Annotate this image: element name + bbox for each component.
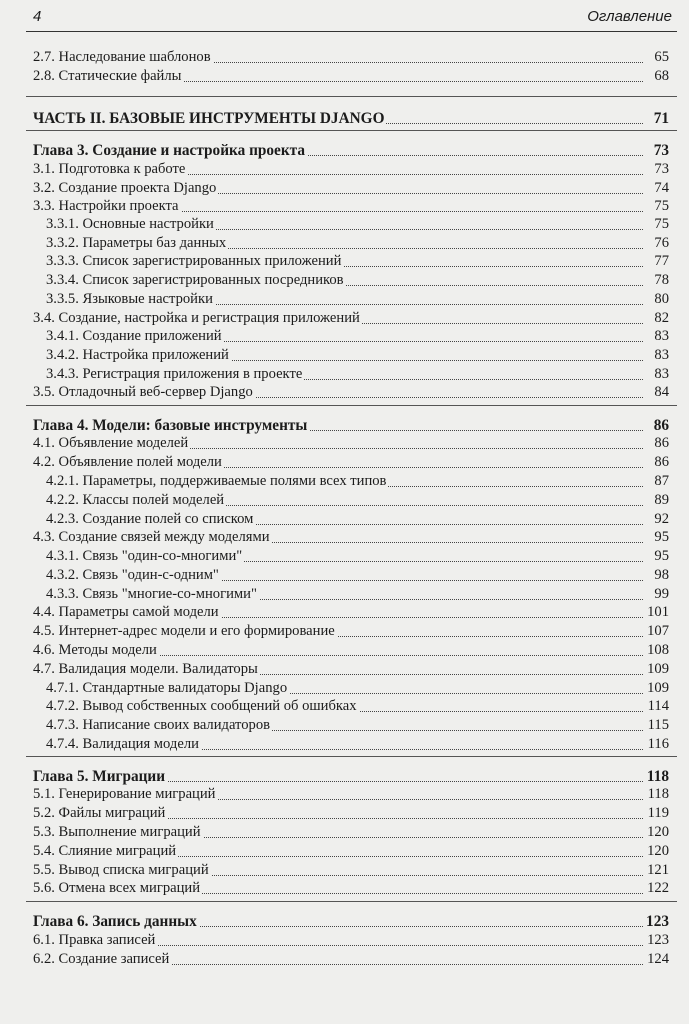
- toc-entry-title: 4.2.3. Создание полей со списком: [46, 511, 254, 527]
- section-rule: [26, 130, 677, 131]
- toc-entry-page: 78: [654, 272, 669, 288]
- toc-entry-title: 4.4. Параметры самой модели: [33, 604, 219, 620]
- toc-entry[interactable]: [0, 290, 689, 309]
- toc-entry-title: 5.5. Вывод списка миграций: [33, 862, 209, 878]
- toc-entry-page: 118: [647, 786, 669, 802]
- toc-entry-title: 4.7.4. Валидация модели: [46, 736, 199, 752]
- toc-entry-page: 83: [654, 347, 669, 363]
- page-number: 4: [33, 8, 42, 25]
- toc-entry-title: Глава 5. Миграции: [33, 768, 166, 785]
- toc-entry-title: 5.2. Файлы миграций: [33, 805, 166, 821]
- toc-entry-page: 120: [647, 824, 669, 840]
- toc-entry-title: 5.4. Слияние миграций: [33, 843, 177, 859]
- toc-entry-page: 83: [654, 328, 669, 344]
- toc-entry-title: 6.1. Правка записей: [33, 932, 156, 948]
- toc-entry-title: Глава 3. Создание и настройка проекта: [33, 142, 305, 159]
- toc-entry[interactable]: [0, 767, 689, 786]
- toc-entry-page: 87: [654, 473, 669, 489]
- toc-entry[interactable]: [0, 622, 689, 641]
- toc-entry-page: 75: [654, 198, 669, 214]
- toc-entry-title: 4.7.3. Написание своих валидаторов: [46, 717, 271, 733]
- toc-entry[interactable]: [0, 823, 689, 842]
- toc-entry-title: 3.4.2. Настройка приложений: [46, 347, 229, 363]
- toc-entry[interactable]: [0, 67, 689, 86]
- toc-entry-title: 4.3.1. Связь "один-со-многими": [46, 548, 243, 564]
- toc-entry-page: 95: [654, 529, 669, 545]
- toc-entry-page: 86: [654, 435, 669, 451]
- toc-entry-title: 4.3. Создание связей между моделями: [33, 529, 270, 545]
- section-rule: [26, 756, 677, 757]
- toc-entry-page: 114: [647, 698, 669, 714]
- toc-entry-title: 5.3. Выполнение миграций: [33, 824, 201, 840]
- toc-entry-title: 3.4. Создание, настройка и регистрация приложений: [33, 310, 360, 326]
- toc-entry[interactable]: [0, 716, 689, 735]
- toc-entry[interactable]: [0, 109, 689, 128]
- toc-entry[interactable]: [0, 660, 689, 679]
- toc-entry[interactable]: [0, 641, 689, 660]
- toc-entry[interactable]: [0, 950, 689, 969]
- toc-entry[interactable]: [0, 48, 689, 67]
- toc-entry-title: 3.2. Создание проекта Django: [33, 180, 217, 196]
- toc-entry-page: 109: [647, 661, 669, 677]
- toc-entry-page: 119: [647, 805, 669, 821]
- toc-entry-page: 101: [647, 604, 669, 620]
- toc-entry[interactable]: [0, 603, 689, 622]
- toc-entry-title: ЧАСТЬ II. БАЗОВЫЕ ИНСТРУМЕНТЫ DJANGO: [33, 110, 385, 127]
- toc-entry-page: 83: [654, 366, 669, 382]
- toc-entry-page: 86: [654, 454, 669, 470]
- toc-entry-page: 73: [653, 142, 669, 159]
- toc-entry-page: 74: [654, 180, 669, 196]
- toc-entry-title: 2.8. Статические файлы: [33, 68, 182, 84]
- toc-entry[interactable]: [0, 912, 689, 931]
- toc-entry-title: 6.2. Создание записей: [33, 951, 170, 967]
- section-rule: [26, 901, 677, 902]
- toc-entry-title: 4.2.2. Классы полей моделей: [46, 492, 225, 508]
- toc-entry-title: 4.6. Методы модели: [33, 642, 157, 658]
- toc-entry-title: 3.4.3. Регистрация приложения в проекте: [46, 366, 303, 382]
- toc-entry-page: 121: [647, 862, 669, 878]
- toc-entry[interactable]: [0, 215, 689, 234]
- toc-entry-title: 3.3.4. Список зарегистрированных посредников: [46, 272, 344, 288]
- toc-entry-page: 75: [654, 216, 669, 232]
- toc-entry-page: 95: [654, 548, 669, 564]
- toc-entry[interactable]: [0, 160, 689, 179]
- toc-entry-page: 76: [654, 235, 669, 251]
- toc-entry-page: 84: [654, 384, 669, 400]
- toc-entry[interactable]: [0, 252, 689, 271]
- toc-entry-title: 3.1. Подготовка к работе: [33, 161, 186, 177]
- toc-entry-title: Глава 6. Запись данных: [33, 913, 197, 930]
- toc-entry[interactable]: [0, 491, 689, 510]
- toc-entry[interactable]: [0, 365, 689, 384]
- toc-entry-title: 3.3.5. Языковые настройки: [46, 291, 213, 307]
- toc-entry-page: 115: [647, 717, 669, 733]
- toc-entry[interactable]: [0, 141, 689, 160]
- toc-entry-title: 4.7. Валидация модели. Валидаторы: [33, 661, 258, 677]
- toc-entry-title: 3.3.1. Основные настройки: [46, 216, 214, 232]
- toc-entry-title: 4.3.3. Связь "многие-со-многими": [46, 586, 257, 602]
- toc-entry-page: 82: [654, 310, 669, 326]
- toc-entry-title: 3.4.1. Создание приложений: [46, 328, 222, 344]
- toc-entry-page: 65: [654, 49, 669, 65]
- toc-entry-page: 120: [647, 843, 669, 859]
- toc-entry-page: 73: [654, 161, 669, 177]
- toc-entry[interactable]: [0, 842, 689, 861]
- toc-entry-title: 4.2.1. Параметры, поддерживаемые полями всех типов: [46, 473, 387, 489]
- toc-entry-page: 68: [654, 68, 669, 84]
- toc-entry[interactable]: [0, 271, 689, 290]
- toc-entry[interactable]: [0, 804, 689, 823]
- toc-entry[interactable]: [0, 434, 689, 453]
- toc-entry-page: 108: [647, 642, 669, 658]
- toc-entry-title: 2.7. Наследование шаблонов: [33, 49, 211, 65]
- toc-entry-page: 123: [647, 932, 669, 948]
- toc-entry[interactable]: [0, 453, 689, 472]
- toc-entry[interactable]: [0, 735, 689, 754]
- toc-entry-page: 109: [647, 680, 669, 696]
- toc-entry-title: 5.6. Отмена всех миграций: [33, 880, 201, 896]
- toc-entry-title: 4.7.1. Стандартные валидаторы Django: [46, 680, 288, 696]
- toc-entry-page: 92: [654, 511, 669, 527]
- toc-entry-title: 4.5. Интернет-адрес модели и его формирование: [33, 623, 335, 639]
- toc-entry[interactable]: [0, 679, 689, 698]
- toc-entry-page: 77: [654, 253, 669, 269]
- toc-entry[interactable]: [0, 197, 689, 216]
- toc-entry[interactable]: [0, 472, 689, 491]
- toc-entry[interactable]: [0, 931, 689, 950]
- toc-entry[interactable]: [0, 346, 689, 365]
- toc-entry[interactable]: [0, 510, 689, 529]
- toc-entry-title: 4.1. Объявление моделей: [33, 435, 189, 451]
- toc-entry[interactable]: [0, 879, 689, 898]
- toc-entry-page: 71: [653, 110, 669, 127]
- toc-entry-page: 80: [654, 291, 669, 307]
- toc-entry-page: 118: [646, 768, 669, 785]
- toc-entry-page: 122: [647, 880, 669, 896]
- toc-entry-page: 124: [647, 951, 669, 967]
- toc-entry-title: 3.5. Отладочный веб-сервер Django: [33, 384, 253, 400]
- section-rule: [26, 405, 677, 406]
- running-title: Оглавление: [587, 8, 672, 25]
- toc-entry[interactable]: [0, 528, 689, 547]
- toc-entry-title: 3.3.3. Список зарегистрированных приложений: [46, 253, 342, 269]
- toc-entry-title: 4.3.2. Связь "один-с-одним": [46, 567, 219, 583]
- toc-entry[interactable]: [0, 697, 689, 716]
- toc-entry[interactable]: [0, 585, 689, 604]
- toc-entry[interactable]: [0, 179, 689, 198]
- section-rule: [26, 96, 677, 97]
- toc-entry-title: 4.7.2. Вывод собственных сообщений об ошибках: [46, 698, 357, 714]
- toc-entry-page: 99: [654, 586, 669, 602]
- toc-entry[interactable]: [0, 234, 689, 253]
- toc-entry-page: 86: [653, 417, 669, 434]
- toc-entry[interactable]: [0, 861, 689, 880]
- toc-entry-page: 98: [654, 567, 669, 583]
- toc-entry-page: 123: [646, 913, 669, 930]
- toc-entry-title: 4.2. Объявление полей модели: [33, 454, 222, 470]
- toc-entry-page: 89: [654, 492, 669, 508]
- toc-entry-title: 3.3.2. Параметры баз данных: [46, 235, 227, 251]
- toc-entry[interactable]: [0, 327, 689, 346]
- toc-entry[interactable]: [0, 416, 689, 435]
- toc-entry-title: 5.1. Генерирование миграций: [33, 786, 216, 802]
- toc-entry-page: 107: [647, 623, 669, 639]
- toc-entry[interactable]: [0, 547, 689, 566]
- toc-entry-title: Глава 4. Модели: базовые инструменты: [33, 417, 308, 434]
- toc-entry[interactable]: [0, 785, 689, 804]
- toc-entry-page: 116: [647, 736, 669, 752]
- toc-entry[interactable]: [0, 383, 689, 402]
- toc-entry-title: 3.3. Настройки проекта: [33, 198, 179, 214]
- toc-entry[interactable]: [0, 566, 689, 585]
- toc-entry[interactable]: [0, 309, 689, 328]
